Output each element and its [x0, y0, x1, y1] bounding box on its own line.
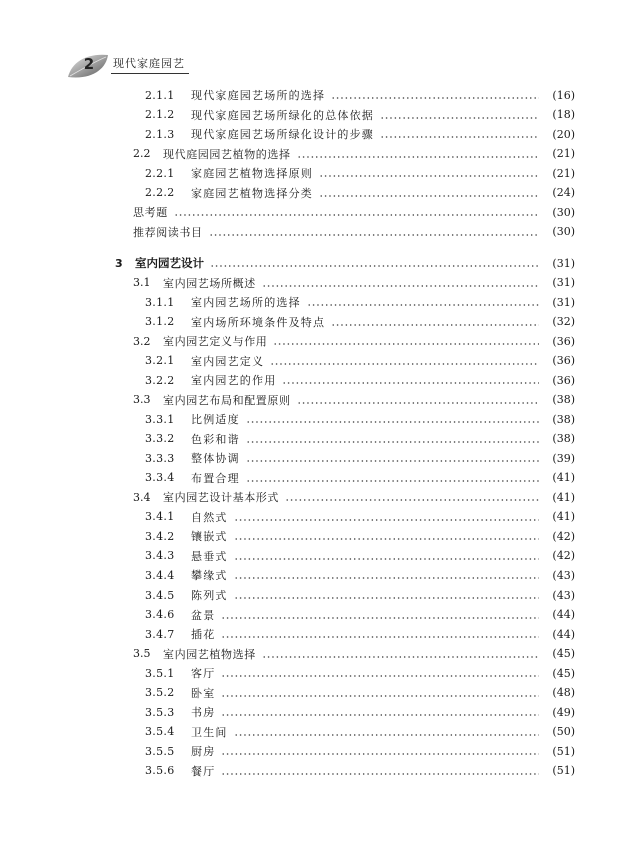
toc-entry-title: 现代庭园园艺植物的选择 — [163, 147, 291, 161]
toc-entry-title: 厨房 — [191, 745, 216, 759]
toc-entry — [145, 702, 575, 722]
toc-entry-title: 餐厅 — [191, 764, 216, 778]
toc-entry-page: (43) — [552, 568, 575, 582]
dot-leader — [221, 605, 539, 625]
toc-entry — [145, 409, 575, 429]
toc-entry — [145, 85, 575, 105]
toc-entry-title: 室内场所环境条件及特点 — [191, 315, 326, 329]
toc-entry-title: 室内园艺定义与作用 — [163, 335, 268, 349]
toc-entry-title: 卫生间 — [191, 725, 228, 739]
toc-entry — [133, 331, 575, 351]
toc-entry-title: 自然式 — [191, 510, 228, 524]
dot-leader — [246, 409, 539, 429]
toc-entry-page: (21) — [552, 166, 575, 180]
toc-entry — [115, 253, 575, 273]
toc-entry — [145, 722, 575, 742]
dot-leader — [282, 370, 539, 390]
dot-leader — [297, 390, 539, 410]
toc-entry — [145, 183, 575, 203]
toc-entry-number: 3.1.2 — [145, 315, 175, 329]
toc-entry-title: 室内园艺设计 — [135, 256, 204, 271]
toc-entry — [145, 585, 575, 605]
toc-entry — [145, 624, 575, 644]
toc-entry-title: 现代家庭园艺场所的选择 — [191, 89, 326, 102]
toc-entry-number: 3.3.1 — [145, 412, 175, 426]
toc-entry — [145, 526, 575, 546]
toc-entry-page: (31) — [552, 295, 575, 309]
toc-entry-title: 插花 — [191, 628, 216, 642]
toc-entry-title: 镶嵌式 — [191, 530, 228, 544]
dot-leader — [234, 546, 539, 566]
toc-entry — [145, 546, 575, 566]
toc-entry-page: (30) — [552, 225, 575, 239]
toc-entry — [145, 429, 575, 449]
toc-entry-page: (16) — [552, 88, 575, 102]
toc-entry-number: 3.2.1 — [145, 354, 175, 368]
dot-leader — [331, 85, 539, 105]
toc-entry-number: 3.5.5 — [145, 744, 175, 758]
toc-entry — [145, 683, 575, 703]
toc-entry-title: 卧室 — [191, 686, 216, 700]
toc-entry-page: (44) — [552, 608, 575, 622]
toc-entry — [133, 273, 575, 293]
toc-entry-title: 现代家庭园艺场所绿化设计的步骤 — [191, 128, 374, 142]
toc-entry-page: (36) — [552, 373, 575, 387]
toc-entry-title: 室内园艺设计基本形式 — [163, 491, 279, 505]
toc-entry-number: 2.2.2 — [145, 186, 175, 200]
toc-entry — [145, 663, 575, 683]
toc-entry-title: 色彩和谐 — [191, 432, 240, 446]
dot-leader — [234, 585, 539, 605]
toc-entry-title: 家庭园艺植物选择分类 — [191, 186, 313, 200]
dot-leader — [319, 183, 539, 203]
toc-entry-number: 3.4.3 — [145, 549, 175, 563]
toc-entry — [145, 370, 575, 390]
dot-leader — [262, 273, 539, 293]
dot-leader — [380, 124, 539, 144]
toc-entry-number: 3.4.5 — [145, 588, 175, 602]
header-divider — [111, 73, 189, 74]
toc-entry-page: (38) — [552, 432, 575, 446]
toc-entry-title: 布置合理 — [191, 471, 240, 485]
toc-entry-page: (42) — [552, 549, 575, 563]
toc-entry-page: (31) — [552, 256, 575, 270]
toc-entry-title: 室内园艺定义 — [191, 354, 265, 368]
toc-entry-number: 2.2 — [133, 147, 151, 161]
toc-entry-number: 3.1 — [133, 276, 151, 290]
toc-entry-number: 3.1.1 — [145, 295, 175, 309]
toc-entry-page: (45) — [552, 666, 575, 680]
toc-entry — [145, 565, 575, 585]
toc-entry — [133, 202, 575, 222]
toc-entry-page: (49) — [552, 705, 575, 719]
toc-entry-number: 3.3.3 — [145, 451, 175, 465]
toc-entry-page: (38) — [552, 393, 575, 407]
toc-entry-number: 3.4 — [133, 490, 151, 504]
toc-entry-page: (39) — [552, 451, 575, 465]
toc-entry — [145, 448, 575, 468]
toc-entry — [145, 312, 575, 332]
toc-entry-number: 3.3 — [133, 393, 151, 407]
toc-entry-number: 2.2.1 — [145, 166, 175, 180]
dot-leader — [234, 526, 539, 546]
dot-leader — [331, 312, 539, 332]
toc-entry — [145, 741, 575, 761]
toc-entry-title: 客厅 — [191, 667, 216, 681]
toc-entry-number: 3.5.6 — [145, 764, 175, 778]
toc-entry-number: 3.5.3 — [145, 705, 175, 719]
dot-leader — [234, 722, 539, 742]
toc-entry-title: 室内园艺的作用 — [191, 374, 277, 388]
dot-leader — [273, 331, 539, 351]
dot-leader — [285, 487, 539, 507]
dot-leader — [319, 163, 539, 183]
toc-entry-number: 3.5.2 — [145, 686, 175, 700]
toc-entry-number: 3.5 — [133, 647, 151, 661]
toc-entry-title: 室内园艺植物选择 — [163, 647, 256, 661]
toc-entry-title: 室内园艺场所概述 — [163, 276, 256, 290]
toc-entry-page: (31) — [552, 276, 575, 290]
toc-entry-title: 推荐阅读书目 — [133, 225, 203, 239]
dot-leader — [246, 429, 539, 449]
toc-entry — [145, 605, 575, 625]
toc-entry — [145, 468, 575, 488]
toc-entry-page: (41) — [552, 490, 575, 504]
toc-entry-page: (45) — [552, 647, 575, 661]
dot-leader — [221, 702, 539, 722]
toc-entry — [145, 105, 575, 125]
page-number: 2 — [83, 55, 95, 73]
toc-entry-title: 比例适度 — [191, 413, 240, 427]
toc-entry-number: 3.4.2 — [145, 529, 175, 543]
dot-leader — [234, 507, 539, 527]
dot-leader — [297, 144, 539, 164]
toc-entry-page: (36) — [552, 354, 575, 368]
dot-leader — [307, 292, 539, 312]
toc-entry-page: (32) — [552, 315, 575, 329]
toc-entry-page: (43) — [552, 588, 575, 602]
dot-leader — [221, 663, 539, 683]
toc-entry — [133, 644, 575, 664]
toc-entry-page: (36) — [552, 334, 575, 348]
toc-entry-title: 室内园艺场所的选择 — [191, 296, 301, 310]
page-header — [0, 0, 644, 84]
toc-entry — [145, 124, 575, 144]
toc-entry-number: 3.5.4 — [145, 725, 175, 739]
dot-leader — [246, 448, 539, 468]
toc-entry-page: (21) — [552, 147, 575, 161]
dot-leader — [270, 351, 539, 371]
toc-entry-number: 3.4.7 — [145, 627, 175, 641]
toc-entry-title: 整体协调 — [191, 452, 240, 466]
toc-entry-page: (41) — [552, 471, 575, 485]
toc-entry-number: 2.1.3 — [145, 127, 175, 141]
toc-entry-page: (41) — [552, 510, 575, 524]
dot-leader — [210, 253, 539, 273]
dot-leader — [174, 202, 539, 222]
toc-entry-page: (42) — [552, 529, 575, 543]
toc-entry-number: 3.3.4 — [145, 471, 175, 485]
toc-entry — [133, 390, 575, 410]
toc-entry-page: (20) — [552, 127, 575, 141]
toc-entry — [145, 351, 575, 371]
toc-entry-number: 3.2 — [133, 334, 151, 348]
toc-entry-number: 2.1.2 — [145, 108, 175, 122]
toc-entry-title: 攀缘式 — [191, 569, 228, 583]
dot-leader — [262, 644, 539, 664]
toc-entry-page: (51) — [552, 764, 575, 778]
dot-leader — [221, 761, 539, 781]
toc-entry — [133, 144, 575, 164]
toc-entry-number: 3.4.4 — [145, 568, 175, 582]
toc-entry-title: 思考题 — [133, 206, 168, 220]
toc-entry-page: (24) — [552, 186, 575, 200]
toc-entry-number: 3 — [115, 256, 123, 270]
toc-entry-number: 3.2.2 — [145, 373, 175, 387]
dot-leader — [380, 105, 539, 125]
toc-entry-number: 3.4.1 — [145, 510, 175, 524]
toc-entry-page: (44) — [552, 627, 575, 641]
toc-entry-page: (48) — [552, 686, 575, 700]
toc-entry — [145, 761, 575, 781]
toc-entry-title: 家庭园艺植物选择原则 — [191, 167, 313, 181]
toc-entry-number: 3.3.2 — [145, 432, 175, 446]
toc-entry-title: 盆景 — [191, 608, 216, 622]
toc-entry-page: (38) — [552, 412, 575, 426]
toc-entry — [145, 292, 575, 312]
dot-leader — [221, 741, 539, 761]
toc-entry-number: 2.1.1 — [145, 88, 175, 102]
dot-leader — [234, 565, 539, 585]
toc-entry-title: 陈列式 — [191, 589, 228, 602]
toc-entry-title: 书房 — [191, 706, 216, 720]
toc-entry — [133, 487, 575, 507]
toc-entry-number: 3.4.6 — [145, 608, 175, 622]
toc-entry-page: (50) — [552, 725, 575, 739]
toc-entry-number: 3.5.1 — [145, 666, 175, 680]
toc-entry-page: (30) — [552, 205, 575, 219]
toc-entry-title: 现代家庭园艺场所绿化的总体依据 — [191, 108, 374, 122]
running-book-title: 现代家庭园艺 — [113, 57, 185, 70]
dot-leader — [221, 624, 539, 644]
dot-leader — [221, 683, 539, 703]
toc-entry — [145, 507, 575, 527]
toc-entry — [133, 222, 575, 242]
dot-leader — [209, 222, 539, 242]
toc-entry-title: 室内园艺布局和配置原则 — [163, 393, 291, 407]
toc-entry-page: (18) — [552, 108, 575, 122]
dot-leader — [246, 468, 539, 488]
toc-entry — [145, 163, 575, 183]
toc-entry-page: (51) — [552, 744, 575, 758]
toc-entry-title: 悬垂式 — [191, 549, 228, 563]
